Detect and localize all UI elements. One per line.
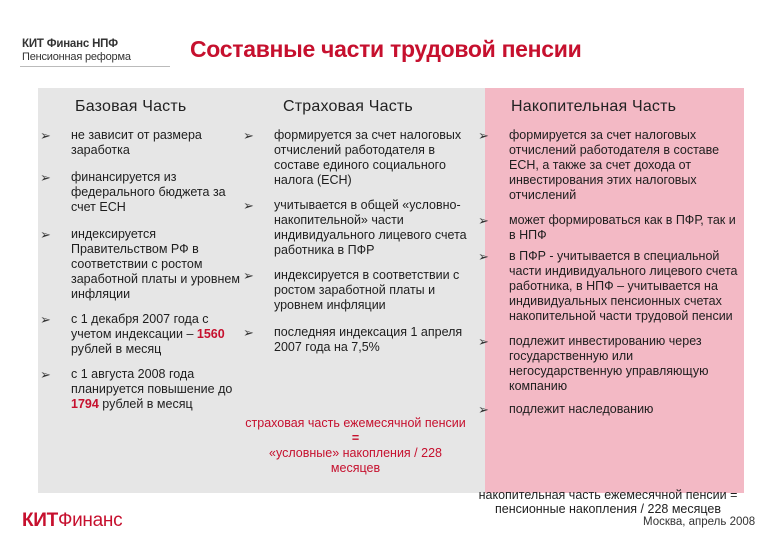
funded-formula bbox=[478, 488, 738, 516]
list-item: ➢ формируется за счет налоговых отчислений работодателя в составе ЕСН, а также за счет дохода от инвестирования этих налоговых отчислений bbox=[478, 128, 720, 202]
arrow-bullet-icon: ➢ bbox=[40, 227, 51, 242]
heading-insurance: Страховая Часть bbox=[283, 98, 413, 115]
logo-kit: КИТ bbox=[22, 510, 58, 531]
arrow-bullet-icon: ➢ bbox=[243, 268, 254, 283]
list-item: ➢ формируется за счет налоговых отчислений работодателя в составе единого социального налога (ЕСН) bbox=[243, 128, 462, 187]
header-divider bbox=[20, 66, 170, 67]
list-item: ➢ может формироваться как в ПФР, так и в НПФ bbox=[478, 213, 736, 242]
insurance-formula-lhs: страховая часть ежемесячной пенсии bbox=[245, 416, 466, 430]
insurance-formula-equals: = bbox=[351, 431, 360, 445]
funded-formula-rhs: пенсионные накопления / 228 месяцев bbox=[494, 502, 722, 516]
brand-header bbox=[22, 38, 131, 64]
funded-column bbox=[478, 128, 740, 417]
arrow-bullet-icon: ➢ bbox=[243, 325, 254, 340]
list-item: ➢ подлежит инвестированию через государственную или негосударственную управляющую компанию bbox=[478, 334, 709, 393]
funded-formula-lhs: накопительная часть ежемесячной пенсии bbox=[478, 488, 727, 502]
page-title: Составные части трудовой пенсии bbox=[190, 36, 582, 62]
arrow-bullet-icon: ➢ bbox=[40, 170, 51, 185]
arrow-bullet-icon: ➢ bbox=[243, 128, 254, 143]
list-item: ➢ не зависит от размера заработка bbox=[40, 128, 202, 157]
arrow-bullet-icon: ➢ bbox=[478, 249, 489, 264]
pension-amount-2007: 1560 bbox=[196, 327, 225, 341]
arrow-bullet-icon: ➢ bbox=[40, 312, 51, 327]
arrow-bullet-icon: ➢ bbox=[40, 367, 51, 382]
base-column bbox=[40, 128, 240, 412]
heading-base: Базовая Часть bbox=[75, 98, 187, 115]
insurance-formula-rhs: «условные» накопления / 228 месяцев bbox=[269, 446, 442, 475]
insurance-formula bbox=[243, 416, 468, 476]
arrow-bullet-icon: ➢ bbox=[478, 128, 489, 143]
logo-finans: Финанс bbox=[57, 510, 123, 531]
list-item: ➢ последняя индексация 1 апреля 2007 года на 7,5% bbox=[243, 325, 463, 354]
arrow-bullet-icon: ➢ bbox=[478, 402, 489, 417]
pension-amount-2008: 1794 bbox=[71, 397, 99, 411]
list-item: ➢ учитывается в общей «условно-накопительной» части индивидуального лицевого счета работника в ПФР bbox=[243, 198, 467, 257]
arrow-bullet-icon: ➢ bbox=[478, 213, 489, 228]
list-item: ➢ подлежит наследованию bbox=[478, 402, 654, 417]
presentation-date: Москва, апрель 2008 bbox=[643, 516, 756, 528]
brand-line1: КИТ Финанс НПФ bbox=[22, 38, 118, 50]
list-item: ➢ с 1 декабря 2007 года с учетом индексации – 1560 рублей в месяц bbox=[40, 312, 225, 356]
brand-line2: Пенсионная реформа bbox=[22, 51, 131, 63]
funded-formula-equals: = bbox=[730, 488, 738, 502]
arrow-bullet-icon: ➢ bbox=[40, 128, 51, 143]
list-item: ➢ с 1 августа 2008 года планируется повышение до 1794 рублей в месяц bbox=[40, 367, 233, 411]
list-item: ➢ финансируется из федерального бюджета за счет ЕСН bbox=[40, 170, 226, 214]
heading-funded: Накопительная Часть bbox=[511, 98, 677, 115]
arrow-bullet-icon: ➢ bbox=[243, 198, 254, 213]
company-logo bbox=[22, 510, 122, 532]
list-item: ➢ в ПФР - учитывается в специальной части индивидуального лицевого счета работника, в НПФ – учитывается на индивидуальных пенсионных счетах накопительной части трудовой пенсии bbox=[478, 249, 738, 323]
list-item: ➢ индексируется в соответствии с ростом заработной платы и уровнем инфляции bbox=[243, 268, 460, 312]
arrow-bullet-icon: ➢ bbox=[478, 334, 489, 349]
insurance-column bbox=[243, 128, 475, 355]
list-item: ➢ индексируется Правительством РФ в соответствии с ростом заработной платы и уровнем инфляции bbox=[40, 227, 240, 301]
